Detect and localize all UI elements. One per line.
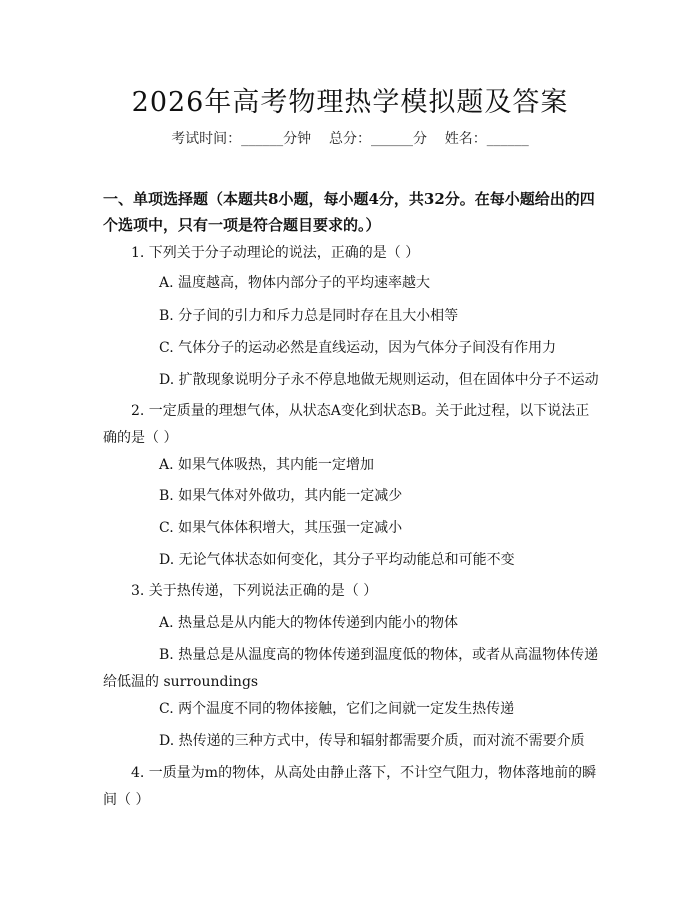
question-2-stem: 2. 一定质量的理想气体，从状态A变化到状态B。关于此过程，以下说法正确的是（ ） bbox=[103, 403, 590, 446]
question-1-option-b: B. 分子间的引力和斥力总是同时存在且大小相等 bbox=[159, 308, 459, 324]
exam-meta-line: 考试时间：______分钟 总分：______分 姓名：______ bbox=[171, 131, 529, 147]
question-1-option-a: A. 温度越高，物体内部分子的平均速率越大 bbox=[159, 275, 431, 291]
question-3-option-b: B. 热量总是从温度高的物体传递到温度低的物体，或者从高温物体传递给低温的 surroundings bbox=[103, 647, 599, 690]
question-1-stem: 1. 下列关于分子动理论的说法，正确的是（ ） bbox=[131, 245, 420, 261]
question-2-option-b: B. 如果气体对外做功，其内能一定减少 bbox=[159, 488, 403, 504]
question-3-option-c: C. 两个温度不同的物体接触，它们之间就一定发生热传递 bbox=[159, 701, 515, 717]
question-1-option-d: D. 扩散现象说明分子永不停息地做无规则运动，但在固体中分子不运动 bbox=[159, 372, 599, 388]
document-title: 2026年高考物理热学模拟题及答案 bbox=[131, 87, 569, 118]
question-2-option-c: C. 如果气体体积增大，其压强一定减小 bbox=[159, 520, 403, 536]
section-heading: 一、单项选择题（本题共8小题，每小题4分，共32分。在每小题给出的四个选项中，只有一项是符合题目要求的。） bbox=[103, 190, 595, 234]
question-3-option-d: D. 热传递的三种方式中，传导和辐射都需要介质，而对流不需要介质 bbox=[159, 733, 585, 749]
question-3-option-a: A. 热量总是从内能大的物体传递到内能小的物体 bbox=[159, 615, 459, 631]
question-3-stem: 3. 关于热传递，下列说法正确的是（ ） bbox=[131, 583, 378, 599]
question-1-option-c: C. 气体分子的运动必然是直线运动，因为气体分子间没有作用力 bbox=[159, 340, 557, 356]
question-4-stem: 4. 一质量为m的物体，从高处由静止落下，不计空气阻力，物体落地前的瞬间（ ） bbox=[103, 765, 597, 808]
question-2-option-a: A. 如果气体吸热，其内能一定增加 bbox=[159, 457, 375, 473]
question-2-option-d: D. 无论气体状态如何变化，其分子平均动能总和可能不变 bbox=[159, 552, 515, 568]
